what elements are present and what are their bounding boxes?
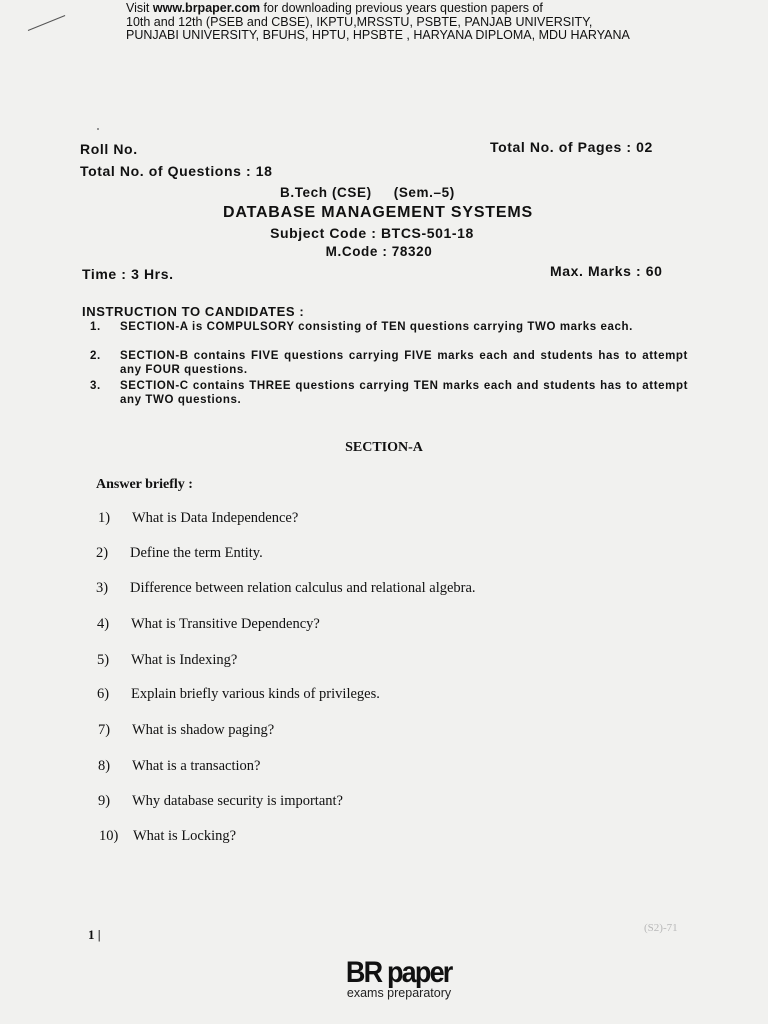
instruction-number: 1. [90, 321, 101, 333]
question-text: What is Indexing? [131, 652, 238, 668]
question-number: 3) [96, 580, 109, 596]
question-number: 4) [97, 616, 110, 632]
question-number: 1) [98, 510, 111, 526]
question-text: Define the term Entity. [130, 545, 263, 561]
total-pages: Total No. of Pages : 02 [490, 139, 653, 155]
instruction-text: SECTION-C contains THREE questions carrying TEN marks each and students has to attempt any TWO questions. [120, 380, 688, 406]
subject-code: Subject Code : BTCS-501-18 [270, 225, 474, 241]
question-text: What is a transaction? [132, 758, 261, 774]
question-number: 5) [97, 652, 110, 668]
speck [97, 128, 99, 130]
answer-briefly-heading: Answer briefly : [96, 477, 193, 492]
question-text: What is shadow paging? [132, 722, 275, 738]
instructions-heading: INSTRUCTION TO CANDIDATES : [82, 304, 305, 319]
logo-wordmark: BR paper [346, 956, 452, 989]
instruction-number: 2. [90, 350, 101, 362]
question-text: What is Data Independence? [132, 510, 299, 526]
question-number: 6) [97, 686, 110, 702]
instruction-number: 3. [90, 380, 101, 392]
logo-tagline: exams preparatory [346, 986, 452, 1000]
m-code: M.Code : 78320 [325, 244, 433, 259]
section-a-heading: SECTION-A [345, 440, 423, 455]
semester: (Sem.–5) [393, 185, 455, 200]
question-text: Explain briefly various kinds of privileges. [131, 686, 380, 702]
course-line [280, 185, 455, 200]
time-allowed: Time : 3 Hrs. [82, 266, 174, 282]
page-number: 1 | [88, 927, 101, 942]
website-header [126, 2, 630, 43]
roll-no-label: Roll No. [80, 141, 138, 157]
header-line-1-suffix: for downloading previous years question papers of [260, 1, 543, 15]
instruction-text: SECTION-B contains FIVE questions carrying FIVE marks each and students has to attempt any FOUR questions. [120, 350, 688, 376]
paper-set-mark: (S2)-71 [644, 922, 678, 934]
question-number: 10) [99, 828, 119, 844]
paper-title: DATABASE MANAGEMENT SYSTEMS [223, 204, 533, 221]
question-number: 8) [98, 758, 111, 774]
question-text: What is Locking? [133, 828, 237, 844]
brpaper-logo [334, 958, 464, 999]
total-questions: Total No. of Questions : 18 [80, 163, 273, 179]
header-site-link[interactable]: www.brpaper.com [152, 1, 261, 15]
question-number: 2) [96, 545, 109, 561]
pen-mark [28, 15, 65, 31]
question-text: Difference between relation calculus and relational algebra. [130, 580, 476, 596]
course: B.Tech (CSE) [280, 185, 372, 200]
question-text: What is Transitive Dependency? [131, 616, 320, 632]
header-visit: Visit [126, 1, 153, 15]
header-line-2: 10th and 12th (PSEB and CBSE), IKPTU,MRSSTU, PSBTE, PANJAB UNIVERSITY, [126, 14, 593, 29]
instruction-text: SECTION-A is COMPULSORY consisting of TEN questions carrying TWO marks each. [120, 321, 633, 333]
question-text: Why database security is important? [132, 793, 343, 809]
question-number: 9) [98, 793, 111, 809]
question-number: 7) [98, 722, 111, 738]
header-line-3: PUNJABI UNIVERSITY, BFUHS, HPTU, HPSBTE , HARYANA DIPLOMA, MDU HARYANA [126, 28, 630, 42]
max-marks: Max. Marks : 60 [550, 263, 663, 279]
header-line-1 [126, 2, 630, 16]
